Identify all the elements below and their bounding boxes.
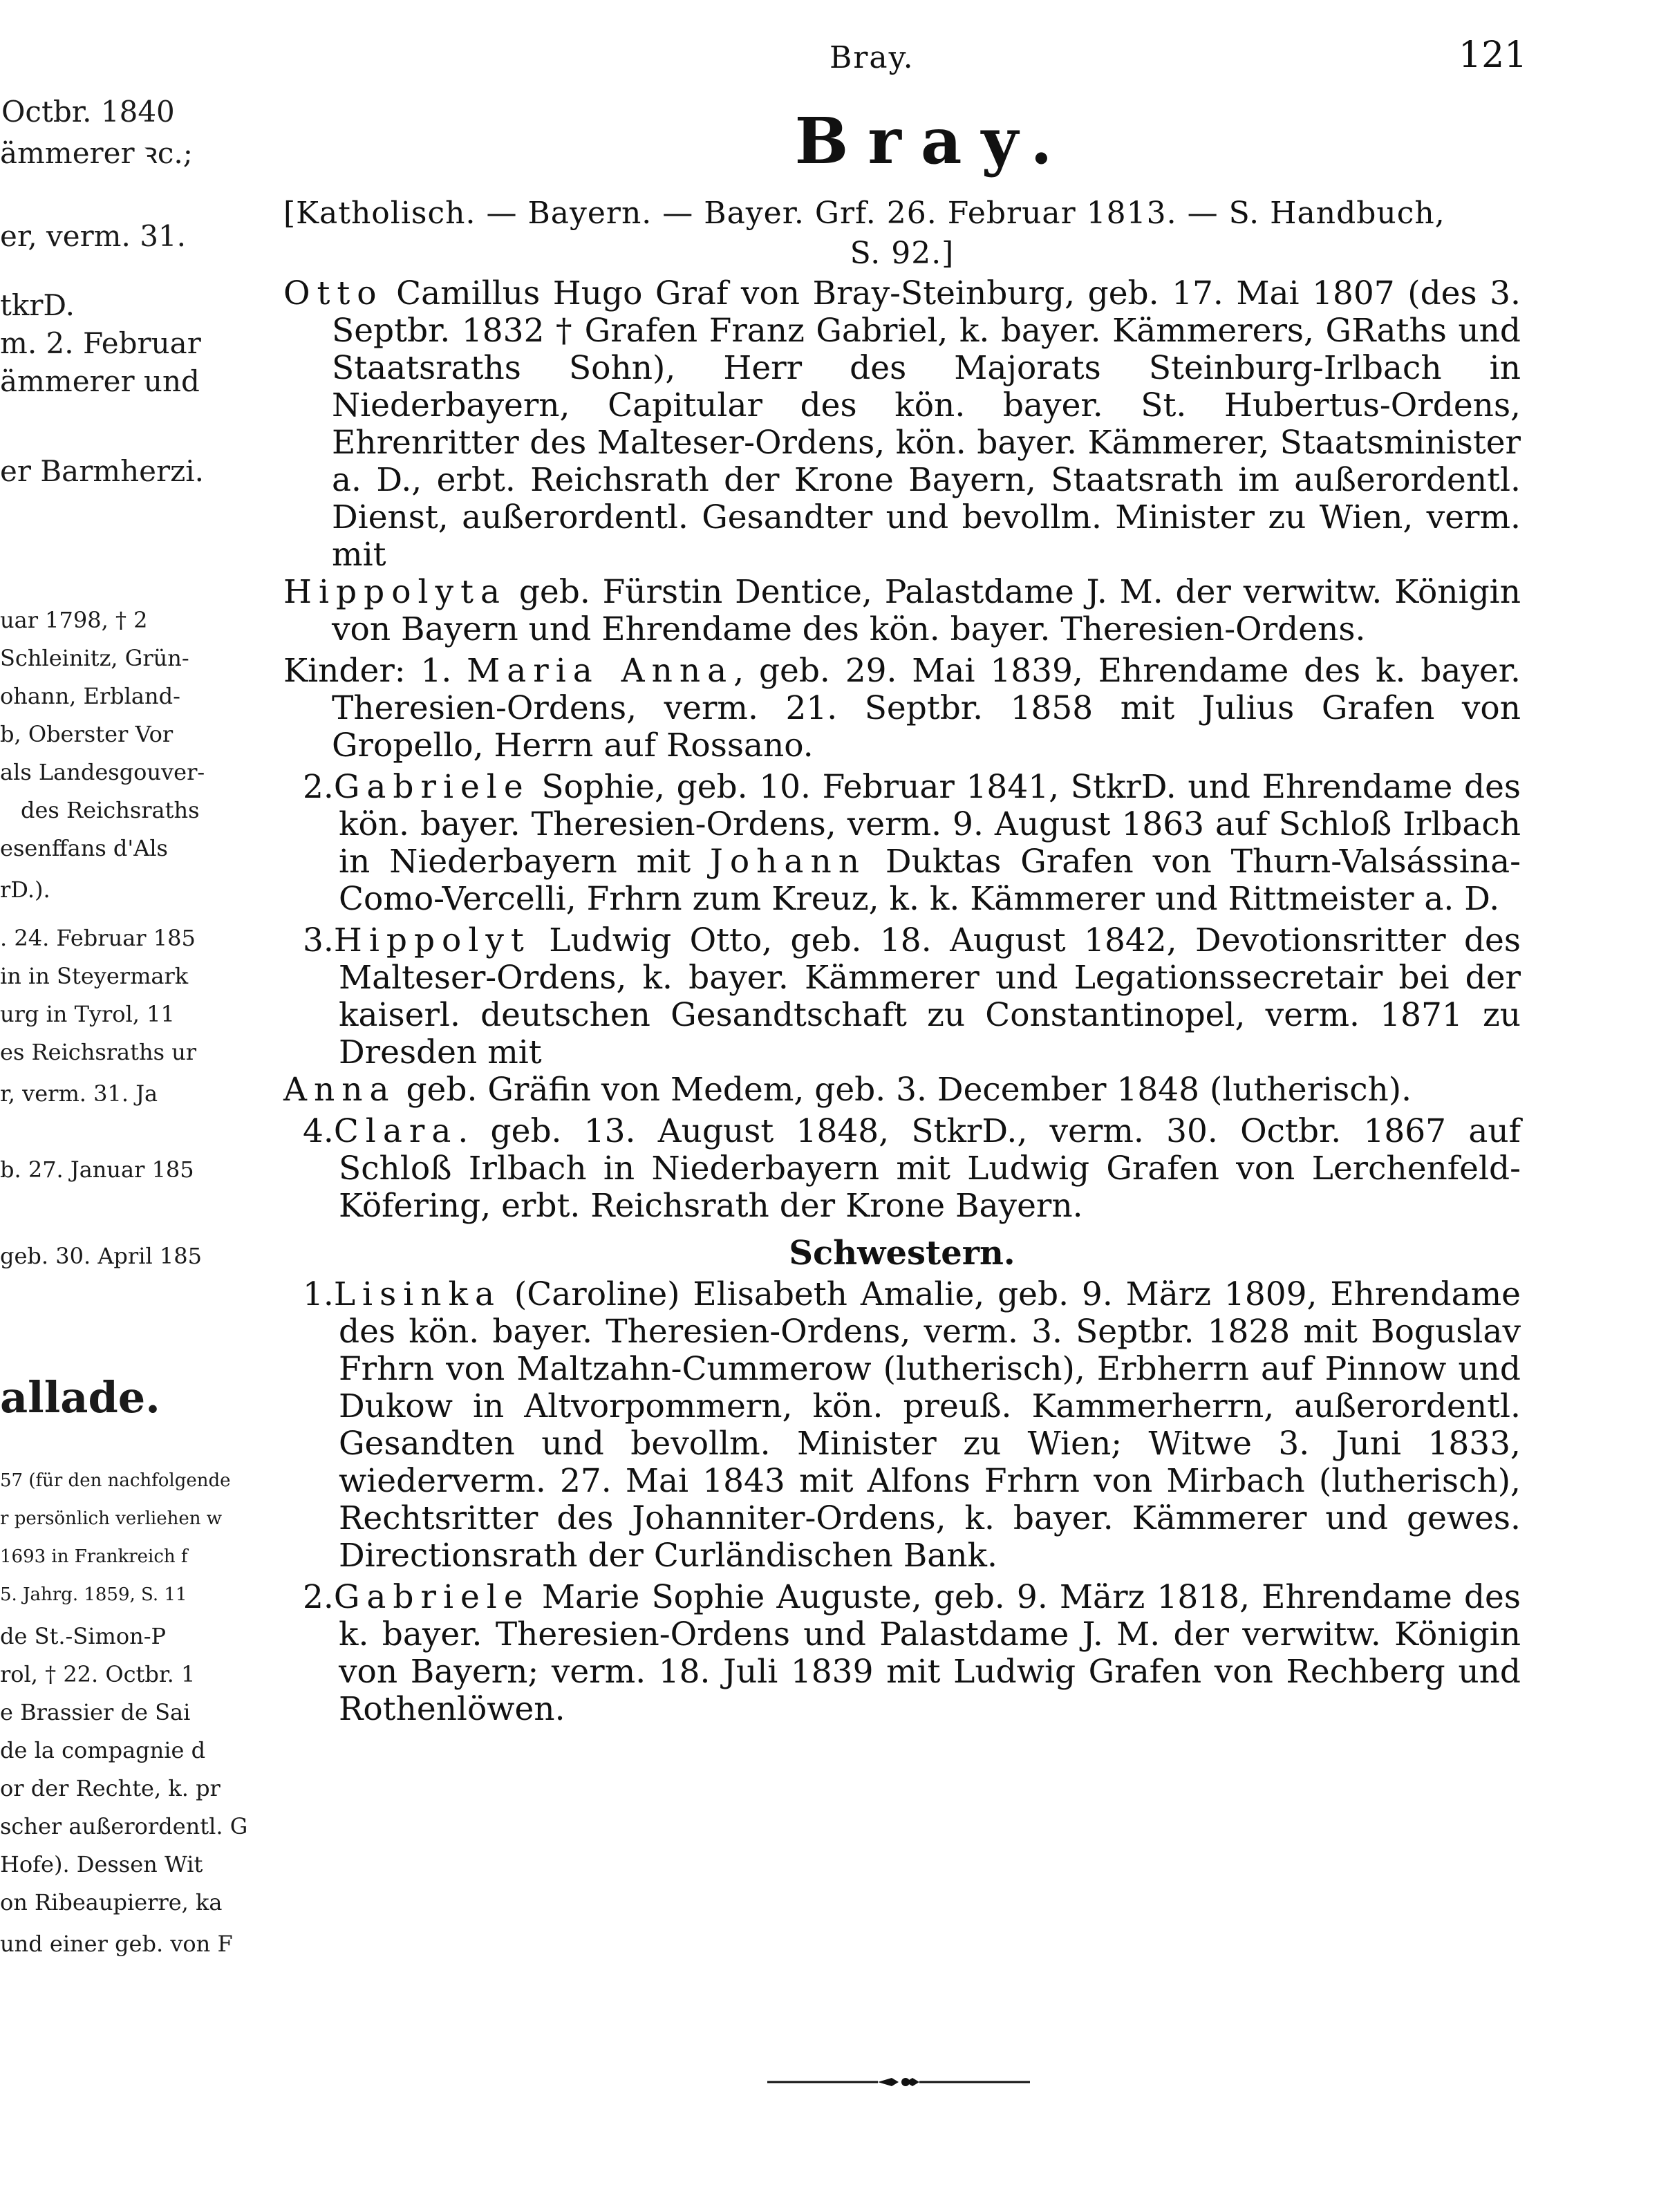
child-entry bbox=[283, 1113, 1521, 1225]
person-name: Hippolyta bbox=[283, 573, 507, 611]
child-number: 4. bbox=[303, 1112, 334, 1150]
bleed-line: . 24. Februar 185 bbox=[0, 925, 196, 951]
person-name: Gabriele bbox=[333, 1578, 530, 1616]
person-name: Lisinka bbox=[333, 1275, 502, 1313]
entry-text: Camillus Hugo Graf von Bray-Steinburg, geb. 17. Mai 1807 (des 3. Septbr. 1832 † Grafen Franz Gabriel, k. bayer. Kämmerers, GRaths und Staatsraths Sohn), Herr des Majorats Steinburg-Irlbach in Niederbayern, Capitular des kön. bayer. St. Hubertus-Ordens, Ehrenritter des Malteser-Ordens, kön. bayer. Kämmerer, Staatsminister a. D., erbt. Reichsrath der Krone Bayern, Staatsrath im außerordentl. Dienst, außerordentl. Gesandter und bevollm. Minister zu Wien, verm. mit bbox=[332, 274, 1521, 574]
sister-number: 2. bbox=[303, 1578, 334, 1616]
bleed-line: de la compagnie d bbox=[0, 1737, 206, 1763]
spouse-name: Johann bbox=[710, 843, 866, 881]
bleed-line: 1693 in Frankreich f bbox=[0, 1546, 188, 1567]
bleed-line: tkrD. bbox=[0, 288, 75, 322]
children-label: Kinder: bbox=[283, 652, 406, 690]
bleed-line: uar 1798, † 2 bbox=[0, 607, 148, 633]
bleed-line: Hofe). Dessen Wit bbox=[0, 1851, 203, 1877]
bleed-line: Schleinitz, Grün- bbox=[0, 645, 189, 671]
child-number: 2. bbox=[303, 768, 334, 806]
section-heading-sisters: Schwestern. bbox=[789, 1234, 1015, 1273]
bleed-line: allade. bbox=[0, 1372, 160, 1423]
bleed-line: er, verm. 31. bbox=[0, 219, 187, 253]
bleed-line: des Reichsraths bbox=[21, 797, 200, 823]
bleed-line: m. 2. Februar bbox=[0, 326, 201, 360]
bleed-line: es Reichsraths ur bbox=[0, 1039, 197, 1065]
child-entry bbox=[283, 653, 1521, 765]
sister-entry bbox=[283, 1579, 1521, 1728]
bleed-line: ohann, Erbland- bbox=[0, 683, 180, 709]
running-head: Bray. bbox=[830, 40, 915, 75]
child-number: 1. bbox=[420, 652, 452, 690]
facing-page-margin bbox=[0, 90, 248, 2094]
child-number: 3. bbox=[303, 921, 334, 959]
bleed-line: r persönlich verliehen w bbox=[0, 1508, 223, 1529]
entry-text: . geb. 13. August 1848, StkrD., verm. 30. Octbr. 1867 auf Schloß Irlbach in Niederbayern mit Ludwig Grafen von Lerchenfeld-Köfering, erbt. Reichsrath der Krone Bayern. bbox=[339, 1112, 1521, 1225]
bleed-line: urg in Tyrol, 11 bbox=[0, 1001, 175, 1027]
page-title: Bray. bbox=[794, 104, 1072, 178]
head-of-family-entry bbox=[283, 275, 1521, 574]
bleed-line: on Ribeaupierre, ka bbox=[0, 1889, 223, 1915]
bleed-line: b. 27. Januar 185 bbox=[0, 1156, 194, 1183]
bleed-line: 5. Jahrg. 1859, S. 11 bbox=[0, 1584, 187, 1605]
bleed-line: scher außerordentl. G bbox=[0, 1813, 248, 1839]
child-entry bbox=[283, 769, 1521, 918]
entry-text: geb. Gräfin von Medem, geb. 3. December 1848 (lutherisch). bbox=[406, 1071, 1412, 1109]
bleed-line: geb. 30. April 185 bbox=[0, 1243, 202, 1269]
wife-entry bbox=[283, 574, 1521, 648]
bleed-line: 57 (für den nachfolgende bbox=[0, 1470, 231, 1491]
intro-line-2: S. 92.] bbox=[850, 236, 955, 271]
person-name: Hippolyt bbox=[333, 921, 531, 959]
entry-text: (Caroline) Elisabeth Amalie, geb. 9. März 1809, Ehrendame des kön. bayer. Theresien-Ordens, verm. 3. Septbr. 1828 mit Boguslav Frhrn von Maltzahn-Cummerow (lutherisch), Erbherrn auf Pinnow und Dukow in Altvorpommern, kön. preuß. Kammerherrn, außerordentl. Gesandten und bevollm. Minister zu Wien; Witwe 3. Juni 1833, wiederverm. 27. Mai 1843 mit Alfons Frhrn von Mirbach (lutherisch), Rechtsritter des Johanniter-Ordens, k. bayer. Kämmerer und gewes. Directionsrath der Curländischen Bank. bbox=[339, 1275, 1521, 1575]
bleed-line: Octbr. 1840 bbox=[1, 95, 175, 129]
closing-ornament-icon bbox=[760, 2074, 1037, 2090]
bleed-line: ämmerer und bbox=[0, 364, 200, 398]
person-name: Maria Anna bbox=[467, 652, 734, 690]
bleed-line: rD.). bbox=[0, 877, 50, 903]
person-name: Gabriele bbox=[333, 768, 530, 806]
entry-text: Sophie, geb. 10. Februar 1841, StkrD. und Ehrendame des kön. bayer. Theresien-Ordens, verm. 9. August 1863 auf Schloß Irlbach in Niederbayern mit bbox=[339, 768, 1521, 881]
page-number: 121 bbox=[1459, 35, 1528, 76]
person-name: Clara bbox=[333, 1112, 458, 1150]
entry-text: geb. Fürstin Dentice, Palastdame J. M. der verwitw. Königin von Bayern und Ehrendame des kön. bayer. Theresien-Ordens. bbox=[332, 573, 1521, 648]
bleed-line: und einer geb. von F bbox=[0, 1931, 233, 1957]
bleed-line: de St.-Simon-P bbox=[0, 1623, 167, 1649]
sister-entry bbox=[283, 1276, 1521, 1575]
entry-text: , geb. 29. Mai 1839, Ehrendame des k. bayer. Theresien-Ordens, verm. 21. Septbr. 1858 mit Julius Grafen von Gropello, Herrn auf Rossano. bbox=[332, 652, 1521, 765]
sister-number: 1. bbox=[303, 1275, 334, 1313]
bleed-line: er Barmherzi. bbox=[0, 454, 204, 488]
entry-text: Duktas Grafen von Thurn-Valsássina-Como-Vercelli, Frhrn zum Kreuz, k. k. Kämmerer und Rittmeister a. D. bbox=[339, 843, 1521, 918]
child-spouse-entry bbox=[283, 1071, 1521, 1109]
bleed-line: or der Rechte, k. pr bbox=[0, 1775, 221, 1801]
bleed-line: esenffans d'Als bbox=[0, 835, 168, 861]
child-entry bbox=[283, 922, 1521, 1071]
bleed-line: in in Steyermark bbox=[0, 963, 189, 989]
family-intro bbox=[283, 194, 1521, 274]
person-name: Anna bbox=[283, 1071, 396, 1109]
bleed-line: e Brassier de Sai bbox=[0, 1699, 191, 1725]
entry-text: Ludwig Otto, geb. 18. August 1842, Devotionsritter des Malteser-Ordens, k. bayer. Kämmerer und Legationssecretair bei der kaiserl. deutschen Gesandtschaft zu Constantinopel, verm. 1871 zu Dresden mit bbox=[339, 921, 1521, 1071]
person-name: Otto bbox=[283, 274, 384, 312]
bleed-line: rol, † 22. Octbr. 1 bbox=[0, 1661, 196, 1687]
entry-text: Marie Sophie Auguste, geb. 9. März 1818, Ehrendame des k. bayer. Theresien-Ordens und Palastdame J. M. der verwitw. Königin von Bayern; verm. 18. Juli 1839 mit Ludwig Grafen von Rechberg und Rothenlöwen. bbox=[339, 1578, 1521, 1728]
genealogy-body bbox=[283, 275, 1521, 1728]
bleed-line: ämmerer ꝛc.; bbox=[0, 136, 193, 170]
intro-line-1: [Katholisch. — Bayern. — Bayer. Grf. 26. Februar 1813. — S. Handbuch, bbox=[283, 196, 1445, 231]
bleed-line: b, Oberster Vor bbox=[0, 721, 174, 747]
bleed-line: als Landesgouver- bbox=[0, 759, 205, 785]
bleed-line: r, verm. 31. Ja bbox=[0, 1080, 158, 1107]
